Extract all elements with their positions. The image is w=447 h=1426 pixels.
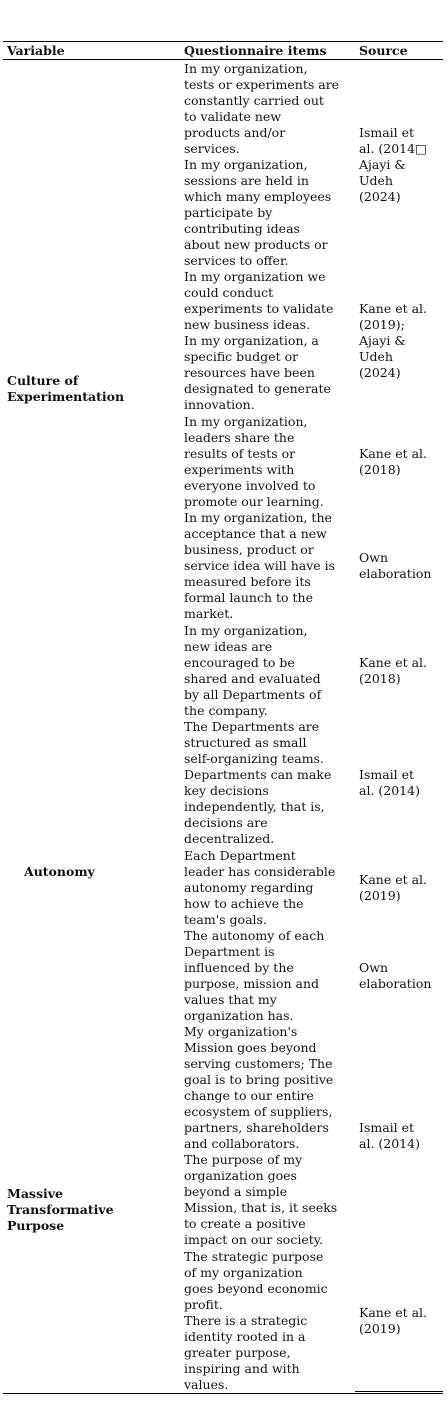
source-citation: Ismail et al. (2014)	[359, 1120, 420, 1151]
variable-autonomy: Autonomy	[24, 864, 95, 879]
variable-massive-transformative-purpose: Massive Transformative Purpose	[7, 1186, 114, 1233]
variable-culture-of-experimentation: Culture of Experimentation	[7, 373, 125, 404]
questionnaire-item: There is a strategic identity rooted in a greater purpose, inspiring and with values.	[184, 1313, 308, 1392]
source-citation: Own elaboration	[359, 550, 432, 581]
questionnaire-item: Departments can make key decisions independently, that is, decisions are decentralized.	[184, 767, 332, 846]
questionnaire-item: In my organization, new ideas are encouraged to be shared and evaluated by all Departments of the company.	[184, 623, 322, 718]
table-top-rule	[3, 41, 443, 42]
questionnaire-item: In my organization, the acceptance that a new business, product or service idea will have is measured before its formal launch to the market.	[184, 510, 336, 621]
table-bottom-rule	[3, 1393, 443, 1394]
header-source: Source	[359, 43, 408, 58]
questionnaire-item: In my organization, a specific budget or resources have been designated to generate innovation.	[184, 333, 331, 412]
questionnaire-item: In my organization, tests or experiments are constantly carried out to validate new products and/or services.	[184, 61, 340, 156]
questionnaire-item: The strategic purpose of my organization goes beyond economic profit.	[184, 1249, 328, 1312]
questionnaire-item: The Departments are structured as small self-organizing teams.	[184, 719, 324, 766]
questionnaire-item: My organization's Mission goes beyond serving customers; The goal is to bring positive change to our entire ecosystem of suppliers, partners, shareholders and collaborators.	[184, 1024, 334, 1151]
questionnaire-item: The autonomy of each Department is influenced by the purpose, mission and values that my organization has.	[184, 928, 325, 1023]
source-citation: Kane et al. (2019)	[359, 872, 428, 903]
source-citation: Kane et al. (2018)	[359, 446, 428, 477]
header-questionnaire-items: Questionnaire items	[184, 43, 327, 58]
questionnaire-item: Each Department leader has considerable autonomy regarding how to achieve the team's goals.	[184, 848, 336, 927]
source-citation: Kane et al. (2019); Ajayi & Udeh (2024)	[359, 301, 428, 380]
questionnaire-item: In my organization, sessions are held in which many employees participate by contributing ideas about new products or services to offer.	[184, 157, 332, 268]
source-citation: Kane et al. (2018)	[359, 655, 428, 686]
source-bottom-rule	[355, 1391, 443, 1392]
source-citation: Ismail et al. (2014)	[359, 767, 420, 798]
source-citation: Own elaboration	[359, 960, 432, 991]
source-citation: Kane et al. (2019)	[359, 1305, 428, 1336]
source-citation: Ismail et al. (2014□ Ajayi & Udeh (2024)	[359, 125, 427, 204]
questionnaire-item: The purpose of my organization goes beyond a simple Mission, that is, it seeks to create a positive impact on our society.	[184, 1152, 338, 1247]
header-bottom-rule	[3, 59, 443, 60]
questionnaire-item: In my organization, leaders share the results of tests or experiments with everyone involved to promote our learning.	[184, 414, 324, 509]
header-variable: Variable	[7, 43, 65, 58]
questionnaire-item: In my organization we could conduct experiments to validate new business ideas.	[184, 269, 334, 332]
